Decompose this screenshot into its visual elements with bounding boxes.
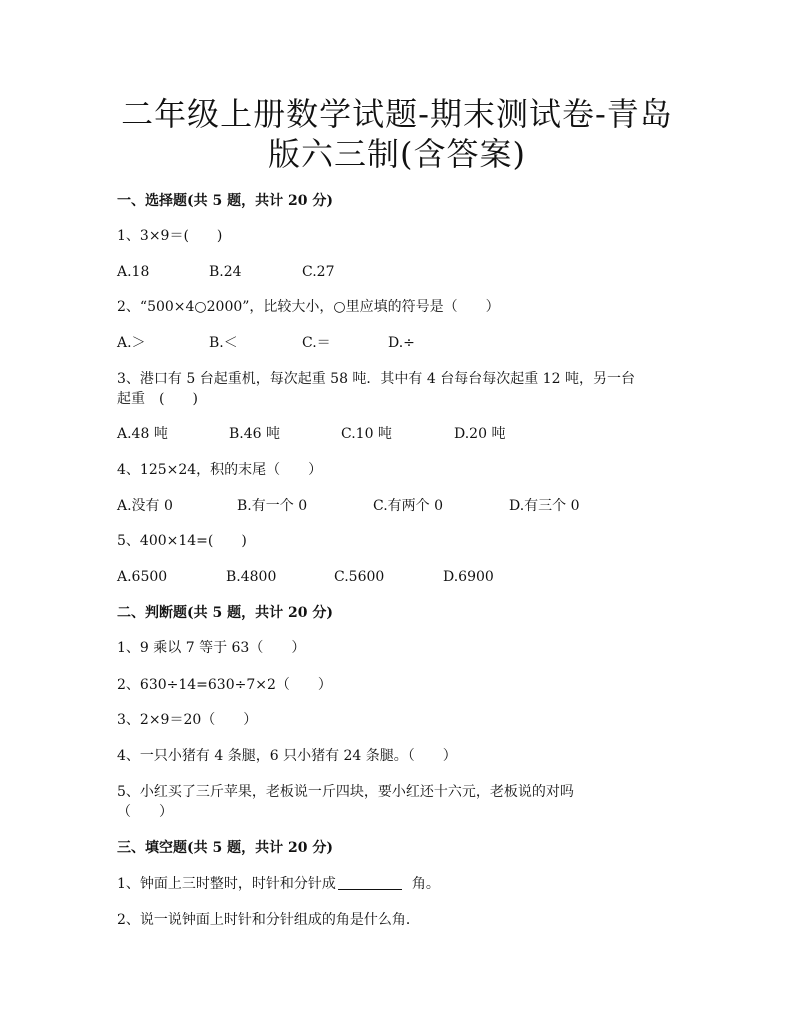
section-heading-fill-blank: 三、填空题(共 5 题，共计 20 分) <box>117 840 333 856</box>
option-b: B.有一个 0 <box>237 498 308 514</box>
fill-question-1-text: 1、钟面上三时整时，时针和分针成 <box>117 876 336 892</box>
section-heading-choice: 一、选择题(共 5 题，共计 20 分) <box>117 193 333 209</box>
option-b: B.＜ <box>209 335 238 351</box>
option-b: B.46 吨 <box>229 426 281 442</box>
option-d: D.有三个 0 <box>509 498 580 514</box>
page-title-line-1: 二年级上册数学试题-期末测试卷-青岛 <box>121 95 673 133</box>
option-b: B.24 <box>209 264 242 280</box>
option-c: C.10 吨 <box>341 426 392 442</box>
judgment-question-2: 2、630÷14=630÷7×2（ ） <box>117 677 332 693</box>
page-title-line-2: 版六三制(含答案) <box>268 135 526 173</box>
choice-question-2: 2、“500×4○2000”，比较大小，○里应填的符号是（ ） <box>117 299 500 315</box>
option-d: D.÷ <box>388 335 415 351</box>
fill-question-1 <box>117 874 440 894</box>
option-a: A.没有 0 <box>117 498 173 514</box>
option-c: C.有两个 0 <box>373 498 444 514</box>
option-c: C.＝ <box>302 335 331 351</box>
section-heading-judgment: 二、判断题(共 5 题，共计 20 分) <box>117 605 333 621</box>
judgment-question-4: 4、一只小猪有 4 条腿，6 只小猪有 24 条腿。（ ） <box>117 748 457 764</box>
fill-question-2: 2、说一说钟面上时针和分针组成的角是什么角． <box>117 912 420 928</box>
option-b: B.4800 <box>226 569 277 585</box>
option-c: C.5600 <box>334 569 385 585</box>
option-a: A.6500 <box>117 569 168 585</box>
option-c: C.27 <box>302 264 335 280</box>
choice-question-4: 4、125×24，积的末尾（ ） <box>117 462 323 478</box>
choice-question-3-line-2: 起重 ( ) <box>117 391 198 407</box>
choice-question-3-line-1: 3、港口有 5 台起重机，每次起重 58 吨．其中有 4 台每台每次起重 12 吨，另一台 <box>117 371 635 387</box>
option-d: D.20 吨 <box>454 426 506 442</box>
judgment-question-5-line-2: （ ） <box>117 804 173 820</box>
answer-blank <box>338 875 402 890</box>
option-d: D.6900 <box>443 569 494 585</box>
option-a: A.48 吨 <box>117 426 168 442</box>
choice-question-1: 1、3×9＝( ) <box>117 228 223 244</box>
judgment-question-3: 3、2×9＝20（ ） <box>117 712 258 728</box>
choice-question-5: 5、400×14=( ) <box>117 533 247 549</box>
judgment-question-1: 1、9 乘以 7 等于 63（ ） <box>117 640 306 656</box>
option-a: A.＞ <box>117 335 146 351</box>
judgment-question-5-line-1: 5、小红买了三斤苹果，老板说一斤四块，要小红还十六元，老板说的对吗 <box>117 784 574 800</box>
fill-question-1-suffix: 角。 <box>411 876 440 892</box>
option-a: A.18 <box>117 264 150 280</box>
